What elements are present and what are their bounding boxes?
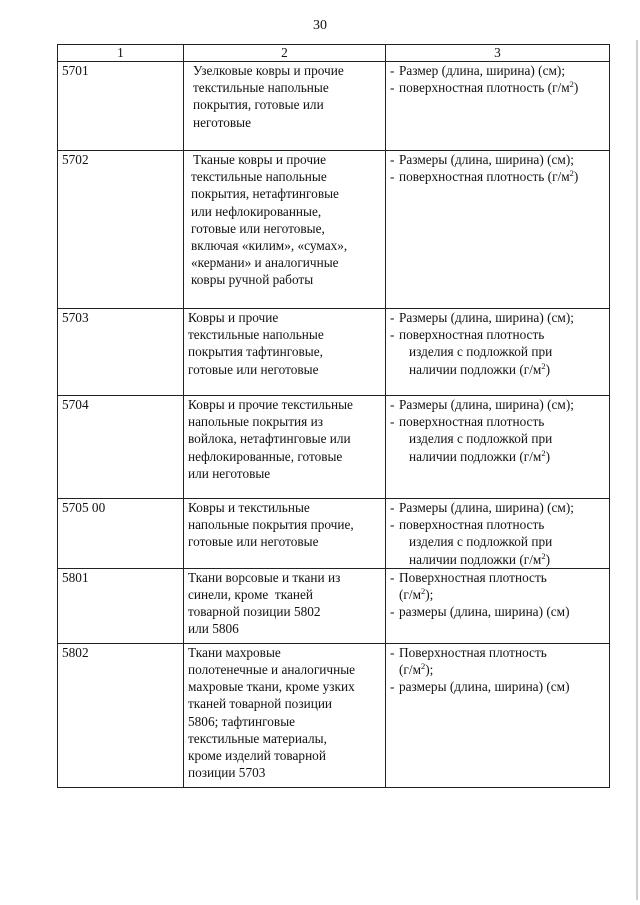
attribute-item: - Поверхностная плотность $(г/м^2)$; <box>390 644 547 678</box>
description-cell <box>184 62 386 151</box>
description-cell: Ковры и текстильные напольные покрытия прочие, готовые или неготовые <box>184 499 386 569</box>
code-value: 5705 00 <box>62 500 106 515</box>
attributes-cell <box>386 151 610 309</box>
goods-table <box>57 44 610 788</box>
code-value: 5704 <box>62 397 89 412</box>
column-header-3: 3 <box>386 45 610 62</box>
attribute-item: - поверхностная плотность $(г/м^2)$ <box>390 168 579 185</box>
description-cell: Тканые ковры и прочие текстильные напольные покрытия, нетафтинговые или нефлокированные, готовые или неготовые, включая «килим», «сумах», «кермани» и аналогичные ковры ручной работы <box>184 151 386 309</box>
attribute-item: - Размеры (длина, ширина) (см); <box>390 152 574 167</box>
description-line: покрытия, готовые или <box>193 97 324 113</box>
code-cell <box>58 499 184 569</box>
table-row <box>58 62 610 151</box>
table-header-row <box>58 45 610 62</box>
description-line: Узелковые ковры и прочие <box>193 63 344 78</box>
table-row <box>58 643 610 787</box>
attribute-item: - поверхностная плотность изделия с подложкой при наличии подложки $(г/м^2)$ <box>390 414 553 464</box>
code-value: 5802 <box>62 644 89 660</box>
attributes-cell <box>386 62 610 151</box>
code-value: 5703 <box>62 310 89 325</box>
attribute-item: - Поверхностная плотность $(г/м^2)$; <box>390 569 547 603</box>
attribute-item: - Размеры (длина, ширина) (см); <box>390 500 574 515</box>
attribute-item: - Размеры (длина, ширина) (см); <box>390 397 574 412</box>
page-number: 30 <box>313 18 327 33</box>
attributes-cell <box>386 499 610 569</box>
description-cell: Ткани махровые полотенечные и аналогичные махровые ткани, кроме узких тканей товарной позиции 5806; тафтинговые текстильные материалы, кроме изделий товарной позиции 5703 <box>184 643 386 787</box>
attributes-cell <box>386 643 610 787</box>
attribute-item: - поверхностная плотность изделия с подложкой при наличии подложки $(г/м^2)$ <box>390 327 553 377</box>
attribute-item: - размеры (длина, ширина) (см) <box>390 604 570 620</box>
attribute-item: - размеры (длина, ширина) (см) <box>390 679 570 695</box>
column-header-1: 1 <box>58 45 184 62</box>
code-cell <box>58 309 184 396</box>
attributes-cell <box>386 396 610 499</box>
attribute-item: - поверхностная плотность $(г/м^2)$ <box>390 79 579 96</box>
description-line: неготовые <box>193 114 252 130</box>
table-row <box>58 396 610 499</box>
code-cell <box>58 62 184 151</box>
description-cell: Ковры и прочие текстильные напольные покрытия из войлока, нетафтинговые или нефлокированные, готовые или неготовые <box>184 396 386 499</box>
scan-edge-line <box>636 40 638 900</box>
code-value: 5702 <box>62 152 89 167</box>
code-cell <box>58 568 184 643</box>
attribute-item: - Размеры (длина, ширина) (см); <box>390 310 574 325</box>
table-row <box>58 151 610 309</box>
table-row <box>58 499 610 569</box>
table-row <box>58 309 610 396</box>
attributes-cell <box>386 568 610 643</box>
description-cell: Ковры и прочие текстильные напольные покрытия тафтинговые, готовые или неготовые <box>184 309 386 396</box>
attribute-item: - Размер (длина, ширина) (см); <box>390 63 566 78</box>
code-value: 5801 <box>62 569 89 585</box>
attribute-item: - поверхностная плотность изделия с подложкой при наличии подложки $(г/м^2)$ <box>390 517 553 567</box>
description-line: текстильные напольные <box>193 80 329 96</box>
description-cell: Ткани ворсовые и ткани из синели, кроме тканей товарной позиции 5802 или 5806 <box>184 568 386 643</box>
code-cell <box>58 396 184 499</box>
column-header-2: 2 <box>184 45 386 62</box>
table-row <box>58 568 610 643</box>
code-value: 5701 <box>62 63 89 78</box>
code-cell <box>58 643 184 787</box>
code-cell <box>58 151 184 309</box>
attributes-cell <box>386 309 610 396</box>
